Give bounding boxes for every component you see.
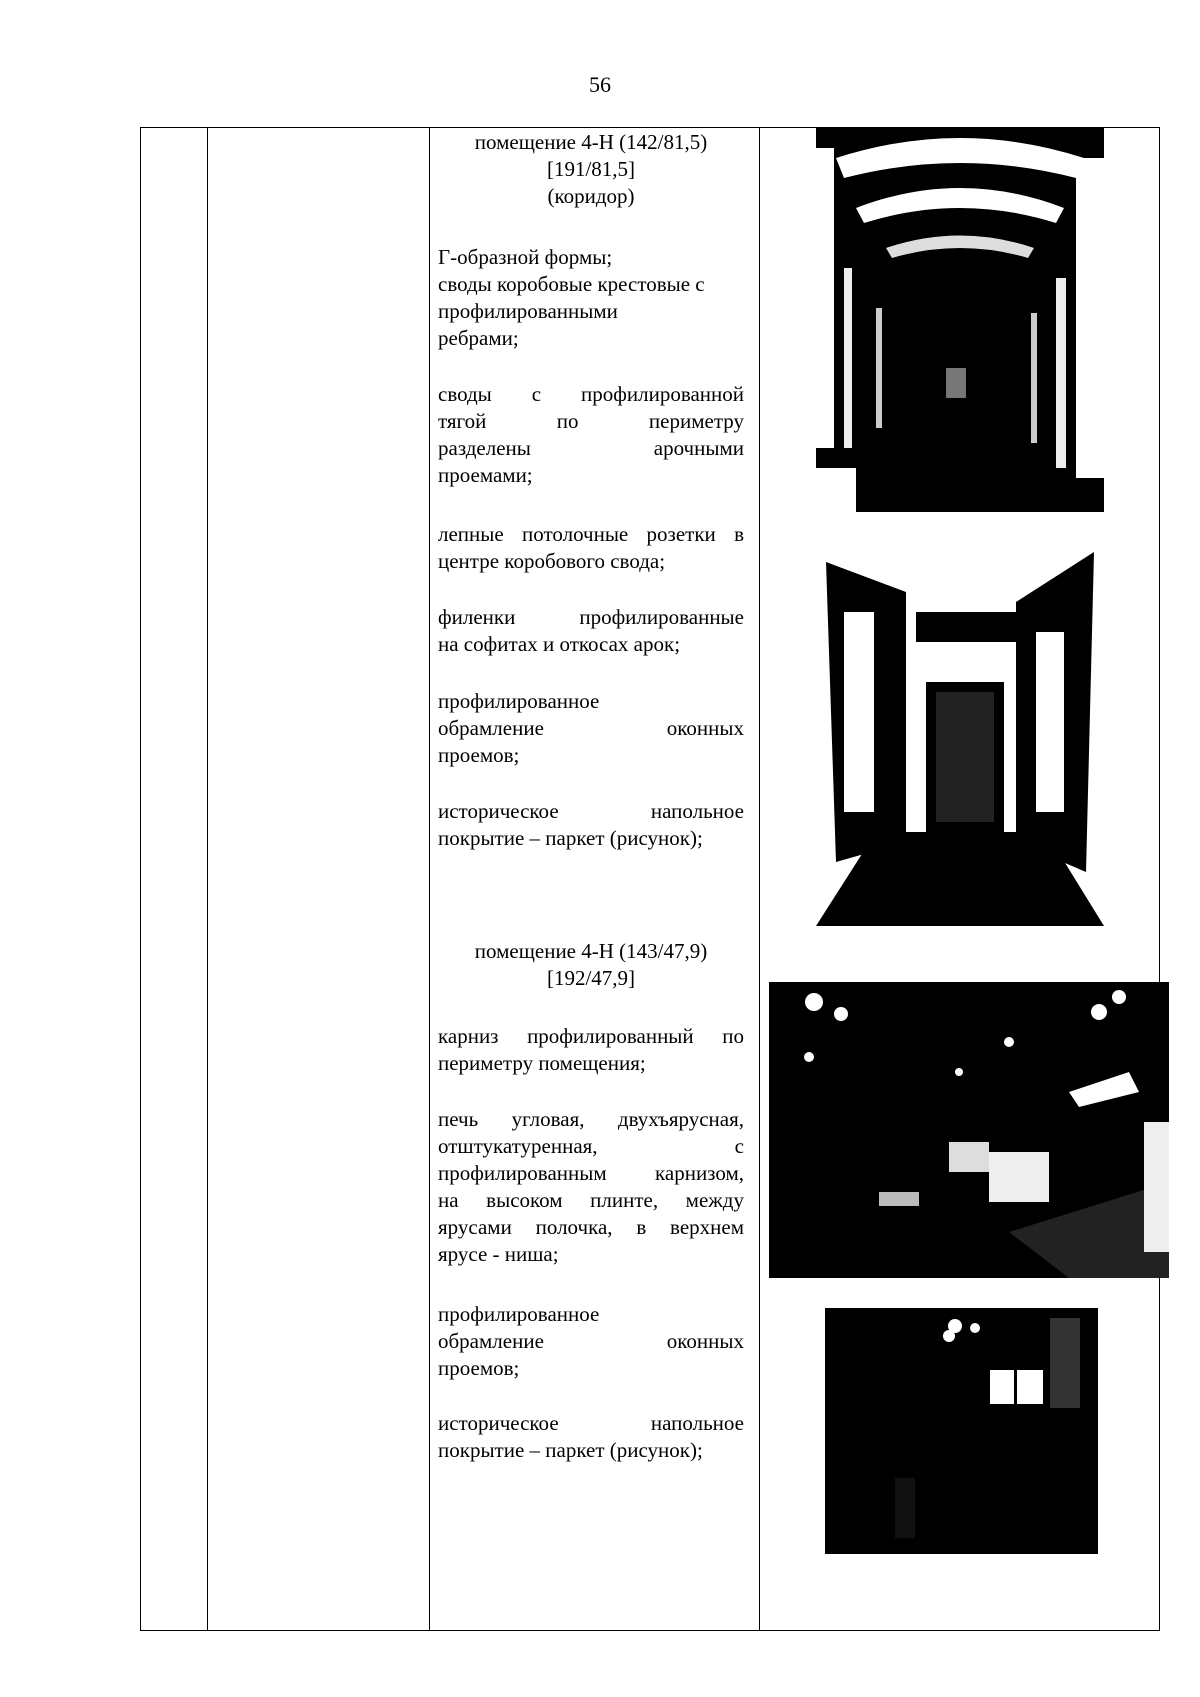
text-line: своды коробовые крестовые с: [438, 272, 705, 296]
text-line: Г-образной формы;: [438, 245, 613, 269]
room-stove-photo-1: [769, 982, 1169, 1278]
text-line: профилированными: [438, 299, 618, 323]
text-line: проемов;: [438, 743, 520, 767]
section1-paragraph-4: [438, 604, 744, 658]
text-line: историческое напольное: [438, 799, 744, 823]
section2-paragraph-1: [438, 1023, 744, 1077]
text-line: на высоком плинте, между: [438, 1188, 744, 1212]
section1-title: [438, 129, 744, 210]
section1-paragraph-6: [438, 798, 744, 852]
text-line: лепные потолочные розетки в: [438, 522, 744, 546]
section2-paragraph-4: [438, 1410, 744, 1464]
section1-title-line: помещение 4-Н (142/81,5): [474, 130, 708, 154]
section1-paragraph-1: [438, 244, 744, 352]
text-line: отштукатуренная, с: [438, 1134, 744, 1158]
column-divider: [429, 128, 430, 1630]
text-line: историческое напольное: [438, 1411, 744, 1435]
text-line: покрытие – паркет (рисунок);: [438, 826, 703, 850]
section2-paragraph-3: [438, 1301, 744, 1382]
text-line: периметру помещения;: [438, 1051, 646, 1075]
section1-title-line: (коридор): [547, 184, 635, 208]
text-line: филенки профилированные: [438, 605, 744, 629]
photo-room-2-icon: [825, 1308, 1098, 1554]
column-divider: [207, 128, 208, 1630]
section1-paragraph-5: [438, 688, 744, 769]
text-line: ярусе - ниша;: [438, 1242, 559, 1266]
photo-corridor-2-icon: [816, 542, 1104, 926]
section1-title-line: [191/81,5]: [546, 157, 636, 181]
text-line: проемов;: [438, 1356, 520, 1380]
section2-title: [438, 938, 744, 992]
text-line: разделены арочными: [438, 436, 744, 460]
section2-title-line: [192/47,9]: [546, 966, 636, 990]
section2-title-line: помещение 4-Н (143/47,9): [474, 939, 708, 963]
text-line: своды с профилированной: [438, 382, 744, 406]
text-line: профилированным карнизом,: [438, 1161, 744, 1185]
text-line: обрамление оконных: [438, 1329, 744, 1353]
corridor-doorway-photo: [816, 542, 1104, 926]
section1-paragraph-2: [438, 381, 744, 489]
text-line: ребрами;: [438, 326, 519, 350]
text-line: покрытие – паркет (рисунок);: [438, 1438, 703, 1462]
photo-corridor-1-icon: [816, 128, 1104, 512]
text-line: центре коробового свода;: [438, 549, 666, 573]
page-number: 56: [589, 72, 611, 97]
text-line: печь угловая, двухъярусная,: [438, 1107, 744, 1131]
text-line: ярусами полочка, в верхнем: [438, 1215, 744, 1239]
text-line: обрамление оконных: [438, 716, 744, 740]
section2-paragraph-2: [438, 1106, 744, 1268]
text-line: профилированное: [438, 1302, 600, 1326]
room-stove-photo-2: [825, 1308, 1098, 1554]
column-divider: [759, 128, 760, 1630]
text-line: профилированное: [438, 689, 600, 713]
text-line: на софитах и откосах арок;: [438, 632, 681, 656]
photo-room-1-icon: [769, 982, 1169, 1278]
text-line: карниз профилированный по: [438, 1024, 744, 1048]
section1-paragraph-3: [438, 521, 744, 575]
text-line: тягой по периметру: [438, 409, 744, 433]
corridor-vaulted-ceiling-photo: [816, 128, 1104, 512]
text-line: проемами;: [438, 463, 533, 487]
